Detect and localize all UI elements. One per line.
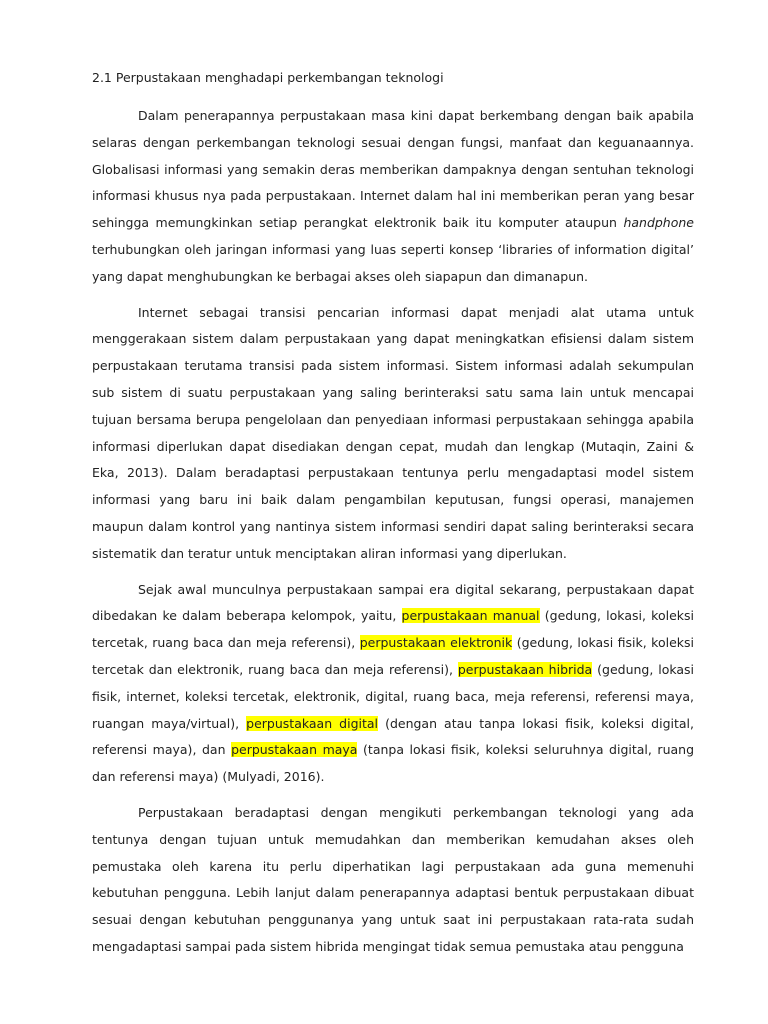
highlight-digital: perpustakaan digital xyxy=(246,715,379,731)
paragraph-1 xyxy=(92,103,694,291)
paragraph-3-text: (tanpa lokasi fisik, koleksi seluruhnya digital, ruang dan referensi maya) (Mulyadi, 2016). xyxy=(92,742,695,785)
highlight-maya: perpustakaan maya xyxy=(231,742,358,758)
paragraph-4: Perpustakaan beradaptasi dengan mengikuti perkembangan teknologi yang ada tentunya dengan tujuan untuk memudahkan dan memberikan kemudahan akses oleh pemustaka oleh karena itu perlu diperhatikan lagi perpustakaan ada guna memenuhi kebutuhan pengguna. Lebih lanjut dalam penerapannya adaptasi bentuk perpustakaan dibuat sesuai dengan kebutuhan penggunanya yang untuk saat ini perpustakaan rata-rata sudah mengadaptasi sampai pada sistem hibrida mengingat tidak semua pemustaka atau pengguna xyxy=(92,804,694,954)
paragraph-3-text: (dengan atau tanpa lokasi fisik, koleksi digital, referensi maya), dan xyxy=(92,715,695,758)
paragraph-3-text: (gedung, lokasi, koleksi tercetak, ruang baca dan meja referensi), xyxy=(92,608,694,651)
paragraph-3-text: (gedung, lokasi fisik, koleksi tercetak dan elektronik, ruang baca dan meja referensi), xyxy=(92,635,694,677)
paragraph-1-text-end: terhubungkan oleh jaringan informasi yang luas seperti konsep ‘libraries of information digital’ yang dapat menghubungkan ke berbagai akses oleh siapapun dan dimanapun. xyxy=(92,241,694,284)
paragraph-1-text: Dalam penerapannya perpustakaan masa kini dapat berkembang dengan baik apabila selaras dengan perkembangan teknologi sesuai dengan fungsi, manfaat dan keguanaannya. Globalisasi informasi yang semakin deras memberikan dampaknya dengan sentuhan teknologi informasi khusus nya pada perpustakaan. Internet dalam hal ini memberikan peran yang besar sehingga memungkinkan setiap perangkat elektronik baik itu komputer ataupun xyxy=(92,108,694,231)
highlight-elektronik: perpustakaan elektronik xyxy=(359,635,513,651)
paragraph-3-text: (gedung, lokasi fisik, internet, koleksi tercetak, elektronik, digital, ruang baca, meja referensi, referensi maya, ruangan maya/virtual), xyxy=(92,661,695,731)
italic-term: handphone xyxy=(623,215,694,231)
paragraph-3 xyxy=(92,577,694,791)
highlight-hibrida: perpustakaan hibrida xyxy=(457,661,593,677)
highlight-manual: perpustakaan manual xyxy=(401,608,540,624)
paragraph-3-text: Sejak awal munculnya perpustakaan sampai era digital sekarang, perpustakaan dapat dibedakan ke dalam beberapa kelompok, yaitu, xyxy=(92,581,694,624)
paragraph-2: Internet sebagai transisi pencarian informasi dapat menjadi alat utama untuk menggerakaan sistem dalam perpustakaan yang dapat meningkatkan efisiensi dalam sistem perpustakaan terutama transisi pada sistem informasi. Sistem informasi adalah sekumpulan sub sistem di suatu perpustakaan yang saling berinteraksi satu sama lain untuk mencapai tujuan bersama berupa pengelolaan dan penyediaan informasi perpustakaan sehingga apabila informasi diperlukan dapat disediakan dengan cepat, mudah dan lengkap (Mutaqin, Zaini & Eka, 2013). Dalam beradaptasi perpustakaan tentunya perlu mengadaptasi model sistem informasi yang baru ini baik dalam pengambilan keputusan, fungsi operasi, manajemen maupun dalam kontrol yang nantinya sistem informasi sendiri dapat saling berinteraksi secara sistematik dan teratur untuk menciptakan aliran informasi yang diperlukan. xyxy=(92,304,694,561)
section-heading: 2.1 Perpustakaan menghadapi perkembangan teknologi xyxy=(92,70,444,85)
